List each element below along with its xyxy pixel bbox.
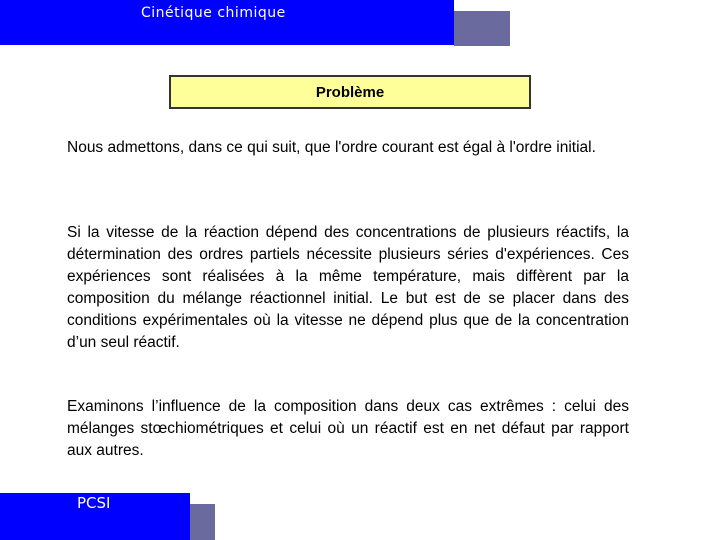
paragraph-3: Examinons l’influence de la composition dans deux cas extrêmes : celui des mélanges stœchiométriques et celui où un réactif est en net défaut par rapport aux autres.	[67, 398, 629, 459]
problem-title-box	[169, 75, 531, 109]
paragraph-2: Si la vitesse de la réaction dépend des concentrations de plusieurs réactifs, la détermination des ordres partiels nécessite plusieurs séries d'expériences. Ces expériences sont réalisées à la même température, mais diffèrent par la composition du mélange réactionnel initial. Le but est de se placer dans des conditions expérimentales où la vitesse ne dépend plus que de la concentration d’un seul réactif.	[67, 224, 629, 351]
slide-header-title: Cinétique chimique	[141, 5, 286, 21]
footer-accent-block	[190, 504, 215, 540]
header-accent-block	[454, 11, 510, 46]
problem-title: Problème	[315, 83, 385, 101]
paragraph-1: Nous admettons, dans ce qui suit, que l'ordre courant est égal à l'ordre initial.	[67, 139, 596, 156]
footer-label: PCSI	[77, 494, 111, 512]
